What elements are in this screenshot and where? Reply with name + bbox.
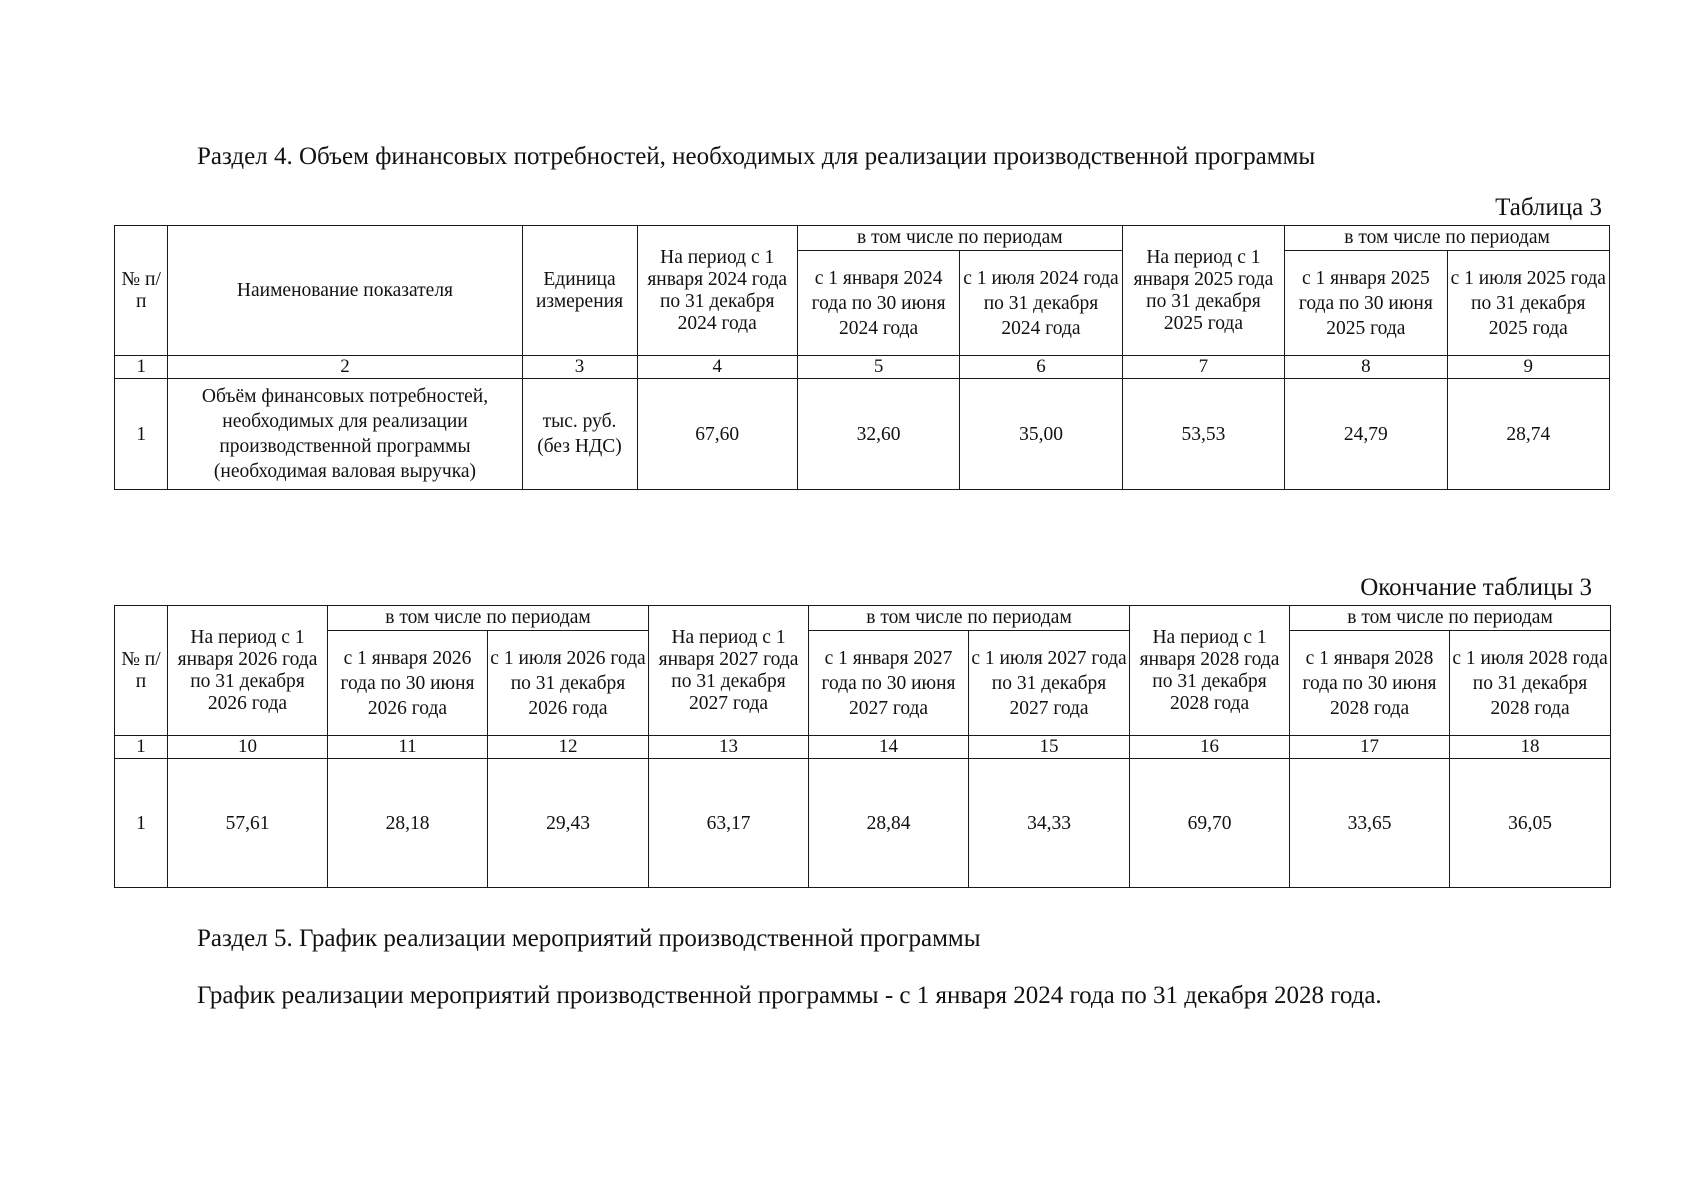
table-row bbox=[115, 379, 1610, 490]
header-2027-h1: с 1 января 2027 года по 30 июня 2027 года bbox=[809, 631, 969, 736]
row-number: 1 bbox=[115, 379, 168, 490]
column-number: 17 bbox=[1290, 736, 1450, 759]
column-number: 1 bbox=[115, 736, 168, 759]
value-cell: 53,53 bbox=[1122, 379, 1284, 490]
value-cell: 67,60 bbox=[637, 379, 797, 490]
value-cell: 36,05 bbox=[1450, 759, 1611, 888]
value-cell: 57,61 bbox=[168, 759, 328, 888]
value-cell: 69,70 bbox=[1130, 759, 1290, 888]
column-number: 2 bbox=[168, 356, 522, 379]
column-number: 10 bbox=[168, 736, 328, 759]
value-cell: 63,17 bbox=[649, 759, 809, 888]
table-caption: Таблица 3 bbox=[1495, 194, 1602, 221]
column-number: 14 bbox=[809, 736, 969, 759]
section-5-text: График реализации мероприятий производственной программы - с 1 января 2024 года по 31 декабря 2028 года. bbox=[197, 982, 1382, 1009]
financial-needs-table bbox=[114, 225, 1610, 490]
section-5-title: Раздел 5. График реализации мероприятий производственной программы bbox=[197, 925, 981, 952]
header-subperiods-2027: в том числе по периодам bbox=[809, 606, 1130, 631]
column-number: 16 bbox=[1130, 736, 1290, 759]
value-cell: 29,43 bbox=[488, 759, 649, 888]
header-period-2024: На период с 1 января 2024 года по 31 декабря 2024 года bbox=[637, 226, 797, 356]
column-number: 3 bbox=[522, 356, 637, 379]
value-cell: 35,00 bbox=[960, 379, 1122, 490]
value-cell: 33,65 bbox=[1290, 759, 1450, 888]
column-number: 7 bbox=[1122, 356, 1284, 379]
header-row-number: № п/п bbox=[115, 226, 168, 356]
header-unit: Единица измерения bbox=[522, 226, 637, 356]
row-indicator-name: Объём финансовых потребностей, необходимых для реализации производственной программы (необходимая валовая выручка) bbox=[168, 379, 522, 490]
column-number: 4 bbox=[637, 356, 797, 379]
value-cell: 28,18 bbox=[328, 759, 488, 888]
row-unit: тыс. руб. (без НДС) bbox=[522, 379, 637, 490]
header-period-2027: На период с 1 января 2027 года по 31 декабря 2027 года bbox=[649, 606, 809, 736]
header-2024-h2: с 1 июля 2024 года по 31 декабря 2024 года bbox=[960, 251, 1122, 356]
column-number: 12 bbox=[488, 736, 649, 759]
column-number: 8 bbox=[1285, 356, 1447, 379]
value-cell: 28,74 bbox=[1447, 379, 1609, 490]
header-2028-h2: с 1 июля 2028 года по 31 декабря 2028 года bbox=[1450, 631, 1611, 736]
section-4-title: Раздел 4. Объем финансовых потребностей, необходимых для реализации производственной программы bbox=[197, 143, 1316, 170]
header-period-2028: На период с 1 января 2028 года по 31 декабря 2028 года bbox=[1130, 606, 1290, 736]
header-2027-h2: с 1 июля 2027 года по 31 декабря 2027 года bbox=[969, 631, 1130, 736]
header-subperiods-2026: в том числе по периодам bbox=[328, 606, 649, 631]
header-period-2026: На период с 1 января 2026 года по 31 декабря 2026 года bbox=[168, 606, 328, 736]
header-2026-h2: с 1 июля 2026 года по 31 декабря 2026 года bbox=[488, 631, 649, 736]
column-number: 6 bbox=[960, 356, 1122, 379]
row-number: 1 bbox=[115, 759, 168, 888]
table-continuation-caption: Окончание таблицы 3 bbox=[1360, 574, 1592, 601]
header-subperiods-2028: в том числе по периодам bbox=[1290, 606, 1611, 631]
value-cell: 24,79 bbox=[1285, 379, 1447, 490]
table-row bbox=[115, 759, 1611, 888]
column-number: 1 bbox=[115, 356, 168, 379]
column-number: 18 bbox=[1450, 736, 1611, 759]
header-indicator-name: Наименование показателя bbox=[168, 226, 522, 356]
header-2025-h2: с 1 июля 2025 года по 31 декабря 2025 года bbox=[1447, 251, 1609, 356]
header-2026-h1: с 1 января 2026 года по 30 июня 2026 года bbox=[328, 631, 488, 736]
header-2024-h1: с 1 января 2024 года по 30 июня 2024 года bbox=[797, 251, 959, 356]
column-number: 13 bbox=[649, 736, 809, 759]
column-number: 15 bbox=[969, 736, 1130, 759]
header-period-2025: На период с 1 января 2025 года по 31 декабря 2025 года bbox=[1122, 226, 1284, 356]
financial-needs-table-continuation bbox=[114, 605, 1611, 888]
header-subperiods-2024: в том числе по периодам bbox=[797, 226, 1122, 251]
value-cell: 34,33 bbox=[969, 759, 1130, 888]
value-cell: 28,84 bbox=[809, 759, 969, 888]
column-number: 11 bbox=[328, 736, 488, 759]
header-row-number: № п/п bbox=[115, 606, 168, 736]
value-cell: 32,60 bbox=[797, 379, 959, 490]
column-number: 9 bbox=[1447, 356, 1609, 379]
column-number: 5 bbox=[797, 356, 959, 379]
header-2028-h1: с 1 января 2028 года по 30 июня 2028 года bbox=[1290, 631, 1450, 736]
header-2025-h1: с 1 января 2025 года по 30 июня 2025 года bbox=[1285, 251, 1447, 356]
header-subperiods-2025: в том числе по периодам bbox=[1285, 226, 1610, 251]
